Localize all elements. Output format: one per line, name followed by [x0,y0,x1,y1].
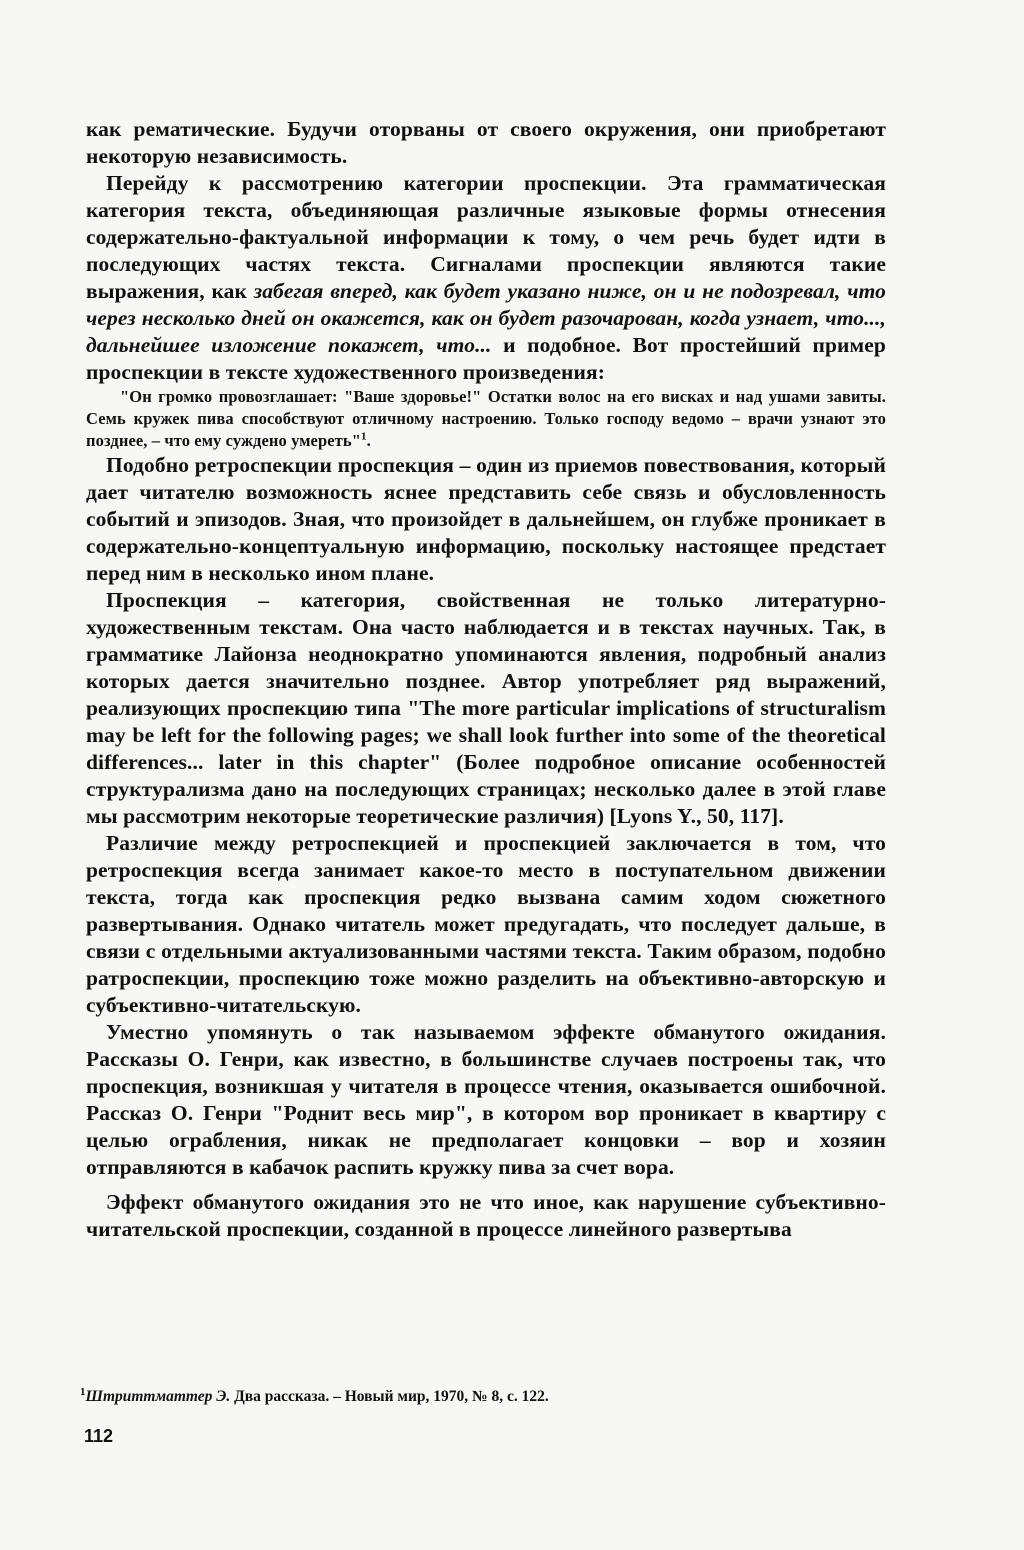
paragraph-retrospection-comparison: Подобно ретроспекции проспекция – один из приемов повествования, который дает читателю возможность яснее представить себе связь и обусловленность событий и эпизодов. Зная, что произойдет в дальнейшем, он глубже проникает в содержательно-концептуальную информацию, поскольку настоящее предстает перед ним в несколько ином плане. [86,453,886,585]
paragraph-prospection-tail: и подобное. Вот простейший пример проспекции в тексте художественного произведения: [86,333,886,384]
footnote-author: Штриттматтер Э. [85,1388,231,1405]
paragraph-scientific-texts: Проспекция – категория, свойственная не только литературно-художественным текстам. Она часто наблюдается и в текстах научных. Так, в грамматике Лайонза неоднократно упоминаются явления, подробный анализ которых дается значительно позднее. Автор употребляет ряд выражений, реализующих проспекцию типа "The more particular implications of structuralism may be left for the following pages; we shall look further into some of the theoretical differences... later in this chapter" (Более подробное описание особенностей структурализма дано на последующих страницах; несколько далее в этой главе мы рассмотрим некоторые теоретические различия) [Lyons Y., 50, 117]. [86,588,886,828]
quote-end: . [366,431,371,450]
paragraph-deceived-expectation: Уместно упомянуть о так называемом эффекте обманутого ожидания. Рассказы О. Генри, как известно, в большинстве случаев построены так, что проспекция, возникшая у читателя в процессе чтения, оказывается ошибочной. Рассказ О. Генри "Роднит весь мир", в котором вор проникает в квартиру с целью ограбления, никак не предполагает концовки – вор и хозяин отправляются в кабачок распить кружку пива за счет вора. [86,1020,886,1179]
paragraph-continued: Эффект обманутого ожидания это не что иное, как нарушение субъективно-читательской проспекции, созданной в процессе линейного развертыва [86,1190,886,1241]
footnote-reference: 1 [360,430,367,443]
paragraph-difference: Различие между ретроспекцией и проспекцией заключается в том, что ретроспекция всегда занимает какое-то место в поступательном движении текста, тогда как проспекция редко вызвана самим ходом сюжетного развертывания. Однако читатель может предугадать, что последует дальше, в связи с отдельными актуализованными частями текста. Таким образом, подобно ратроспекции, проспекцию тоже можно разделить на объективно-авторскую и субъективно-читательскую. [86,831,886,1017]
paragraph-prospection-lead: Перейду к рассмотрению категории проспекции. Эта грамматическая категория текста, объединяющая различные языковые формы отнесения содержательно-фактуальной информации к тому, о чем речь будет идти в последующих частях текста. Сигналами проспекции являются такие выражения, как [86,171,886,303]
page-number: 112 [84,1426,114,1446]
paragraph-prospection [86,170,886,386]
intro-paragraph: как рематические. Будучи оторваны от своего окружения, они приобретают некоторую независимость. [86,117,886,168]
footnote-text: Два рассказа. – Новый мир, 1970, № 8, с. 122. [230,1388,549,1405]
footnote [80,1387,880,1407]
footnote-mark: 1 [80,1385,86,1398]
main-text [86,116,886,1243]
literary-quote [86,386,886,452]
quote-text: "Он громко провозглашает: "Ваше здоровье!" Остатки волос на его висках и над ушами завиты. Семь кружек пива способствуют отличному настроению. Только господу ведомо – врачи узнают это позднее, – что ему суждено умереть" [86,387,886,450]
prospection-examples: забегая вперед, как будет указано ниже, он и не подозревал, что через несколько дней он окажется, как он будет разочарован, когда узнает, что..., дальнейшее изложение покажет, что... [86,279,886,357]
